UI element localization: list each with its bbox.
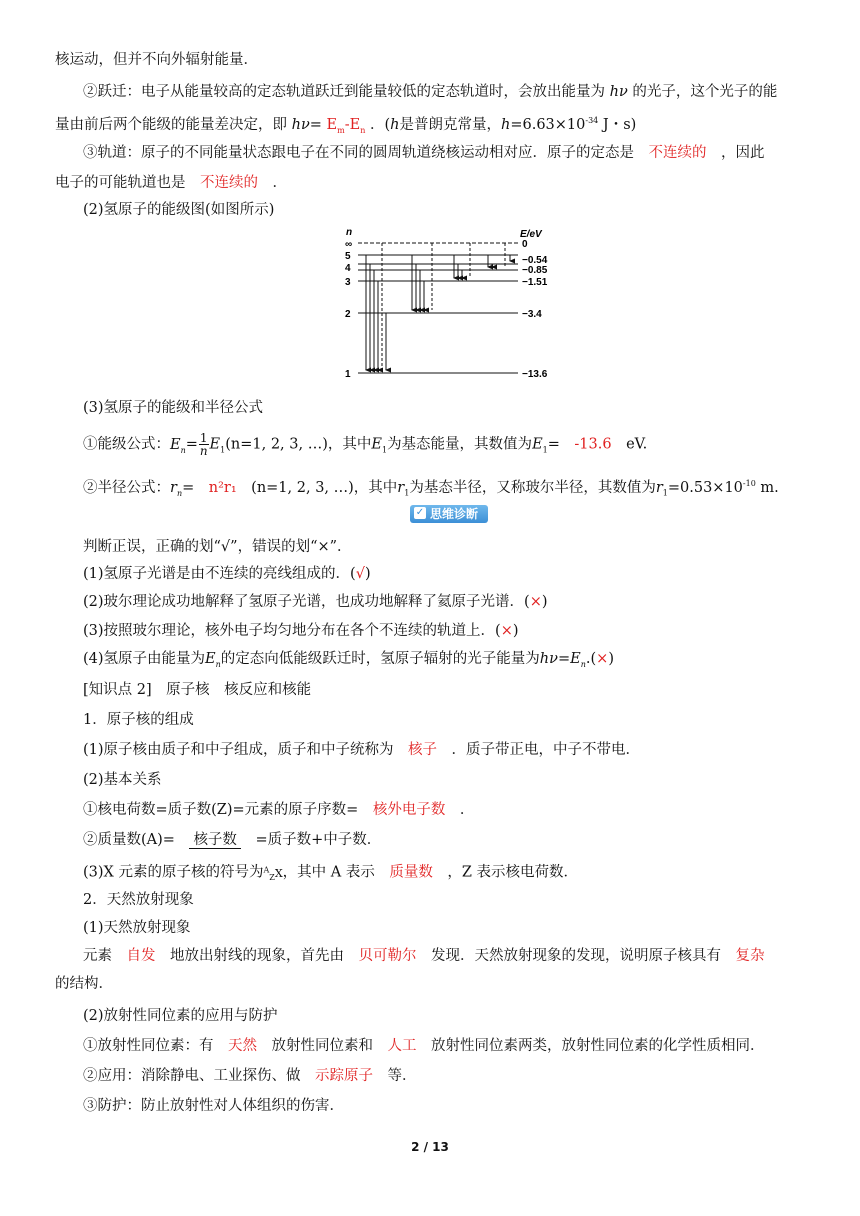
answer: n²r₁	[208, 479, 237, 496]
text-line: (2)放射性同位素的应用与防护	[83, 1008, 278, 1024]
text-line: 判断正误，正确的划“√”，错误的划“×”．	[83, 539, 352, 555]
text-line: 元素 自发 地放出射线的现象，首先由 贝可勒尔 发现．天然放射现象的发现，说明原子核具有 复杂	[83, 948, 765, 964]
text-line: (1)原子核由质子和中子组成，质子和中子统称为 核子 ．质子带正电，中子不带电．	[83, 742, 641, 758]
level-n: 3	[345, 277, 351, 288]
level-n: 2	[345, 309, 351, 320]
text-line: ①核电荷数=质子数(Z)=元素的原子序数= 核外电子数 ．	[83, 802, 475, 818]
level-energy: −0.54	[522, 255, 548, 266]
answer: 不连续的	[648, 145, 707, 161]
text-line: 量由前后两个能级的能量差决定，即 $h\nu= E_m-E_n$ ．(h是普朗克常量，$h=6.63\times 10^{-34}$ J・s)	[55, 116, 637, 135]
text-line: ②跃迁：电子从能量较高的定态轨道跃迁到能量较低的定态轨道时，会放出能量为 hν 的光子，这个光子的能	[83, 84, 778, 100]
answer: 核子数	[189, 832, 241, 849]
level-energy: −0.85	[522, 265, 548, 276]
text-line: ①放射性同位素：有 天然 放射性同位素和 人工 放射性同位素两类，放射性同位素的化学性质相同．	[83, 1038, 765, 1054]
text-line: (2)基本关系	[83, 772, 162, 788]
answer: $E_m-E_n$	[326, 116, 366, 135]
level-energy: −1.51	[522, 277, 548, 288]
answer: 自发	[126, 948, 156, 964]
answer: 人工	[387, 1038, 417, 1054]
answer: 核子	[408, 742, 438, 758]
text-line: (2)氢原子的能级图(如图所示)	[83, 202, 275, 218]
page-number: 2 / 13	[411, 1140, 449, 1154]
judge-item: (3)按照玻尔理论，核外电子均匀地分布在各个不连续的轨道上．(×)	[83, 623, 519, 639]
answer: 质量数	[389, 864, 433, 881]
judge-item: (4)氢原子由能量为$E_n$的定态向低能级跃迁时，氢原子辐射的光子能量为$h\nu=E_n.(\times)$	[83, 651, 614, 669]
text-line: ②半径公式：$r_n=$ n²r₁ (n=1, 2, 3, …)，其中$r_1$为基态半径，又称玻尔半径，其数值为$r_1=0.53\times 10^{-10}$ m.	[83, 479, 779, 498]
answer: 核外电子数	[372, 802, 446, 818]
text-line: 1．原子核的组成	[83, 712, 194, 728]
level-n: 5	[345, 251, 351, 262]
text-line: 的结构．	[55, 976, 113, 992]
n-axis-label: n	[346, 227, 353, 238]
answer: 天然	[228, 1038, 257, 1054]
level-n: 4	[345, 263, 351, 274]
judge-item: (1)氢原子光谱是由不连续的亮线组成的．(√)	[83, 566, 371, 582]
text-line: (3)X 元素的原子核的符号为$^A_Z$X，其中 A 表示 质量数 ，Z 表示核电荷数．	[83, 864, 579, 882]
answer: 不连续的	[200, 175, 258, 191]
answer: -13.6	[574, 436, 612, 453]
answer: 示踪原子	[315, 1068, 373, 1084]
section-heading: [知识点 2] 原子核 核反应和核能	[83, 682, 312, 698]
thinking-diagnosis-badge: ✓ 思维诊断	[410, 505, 488, 523]
level-energy: 0	[522, 239, 528, 250]
fraction: $\frac{1}{n}$	[199, 431, 208, 458]
text-line: (1)天然放射现象	[83, 920, 191, 936]
judge-item: (2)玻尔理论成功地解释了氢原子光谱，也成功地解释了氦原子光谱．(×)	[83, 594, 548, 610]
level-n: ∞	[345, 239, 353, 250]
text-line: ②质量数(A)= 核子数 =质子数+中子数．	[83, 832, 382, 848]
energy-axis-label: E/eV	[520, 229, 542, 240]
check-icon: ✓	[415, 507, 425, 518]
text-line: 电子的可能轨道也是 不连续的 ．	[55, 175, 287, 191]
answer: 复杂	[735, 948, 765, 964]
energy-level-diagram	[340, 225, 560, 385]
level-energy: −13.6	[522, 369, 548, 380]
level-energy: −3.4	[522, 309, 542, 320]
text-line: ①能级公式：$E_n=$ $\frac{1}{n}$ $E_1(n=1$, 2, 3, …)，其中$E_1$为基态能量，其数值为$E_1=$ -13.6 eV.	[83, 431, 648, 458]
text-line: 核运动，但并不向外辐射能量．	[55, 52, 258, 68]
text-line: 2．天然放射现象	[83, 892, 194, 908]
text-line: ③轨道：原子的不同能量状态跟电子在不同的圆周轨道绕核运动相对应．原子的定态是 不连续的 ，因此	[83, 145, 765, 161]
answer: 贝可勒尔	[358, 948, 417, 964]
text-line: ②应用：消除静电、工业探伤、做 示踪原子 等．	[83, 1068, 417, 1084]
text-line: ③防护：防止放射性对人体组织的伤害．	[83, 1098, 344, 1114]
level-n: 1	[345, 369, 351, 380]
text-line: (3)氢原子的能级和半径公式	[83, 400, 264, 416]
